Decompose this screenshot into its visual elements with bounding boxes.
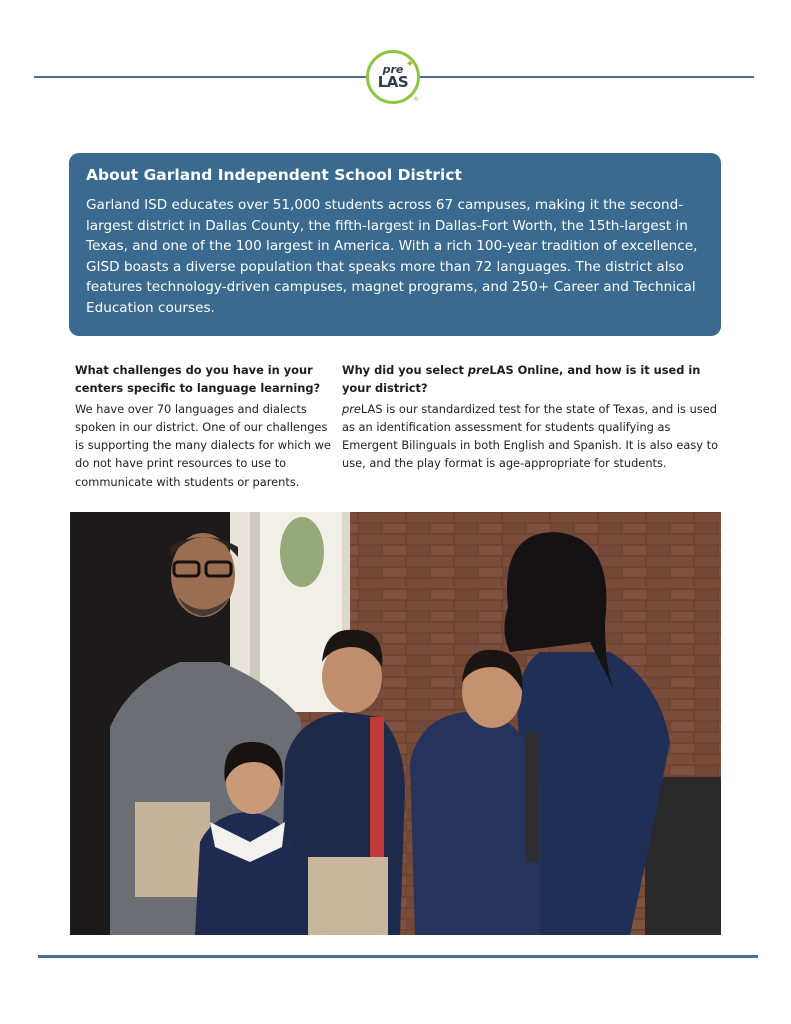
owl-icon: ✦	[405, 59, 414, 70]
question-italic-pre: pre	[467, 363, 490, 377]
about-title: About Garland Independent School District	[86, 166, 462, 184]
registered-mark: ®	[413, 96, 419, 103]
qa-challenges	[75, 361, 337, 491]
answer-why-prelas	[342, 400, 726, 473]
family-photo	[70, 512, 721, 935]
logo-las-text: LAS	[377, 73, 409, 91]
answer-text: LAS is our standardized test for the state of Texas, and is used as an identification assessment for students qualifying as Emergent Bilinguals in both English and Spanish. It is also easy to use, and the play format is age-appropriate for students.	[342, 401, 719, 471]
prelas-logo	[366, 50, 420, 104]
about-panel	[69, 153, 721, 336]
about-body: Garland ISD educates over 51,000 students across 67 campuses, making it the second-largest district in Dallas County, the fifth-largest in Dallas-Fort Worth, the 15th-largest in Texas, and one of the 100 largest in America. With a rich 100-year tradition of excellence, GISD boasts a diverse population that speaks more than 72 languages. The district also features technology-driven campuses, magnet programs, and 250+ Career and Technical Education courses.	[86, 197, 698, 316]
question-prefix: Why did you select	[342, 363, 468, 377]
answer-challenges: We have over 70 languages and dialects spoken in our district. One of our challenges is supporting the many dialects for which we do not have print resources to use to communicate with students or parents.	[75, 401, 331, 489]
bottom-divider	[38, 955, 758, 958]
qa-why-prelas	[342, 361, 726, 473]
question-challenges: What challenges do you have in your centers specific to language learning?	[75, 363, 321, 396]
answer-italic-pre: pre	[342, 401, 361, 416]
question-suffix: LAS Online, and how is it used in your district?	[342, 363, 701, 396]
logo-pre-text: pre	[382, 63, 404, 76]
question-why-prelas	[342, 361, 726, 398]
